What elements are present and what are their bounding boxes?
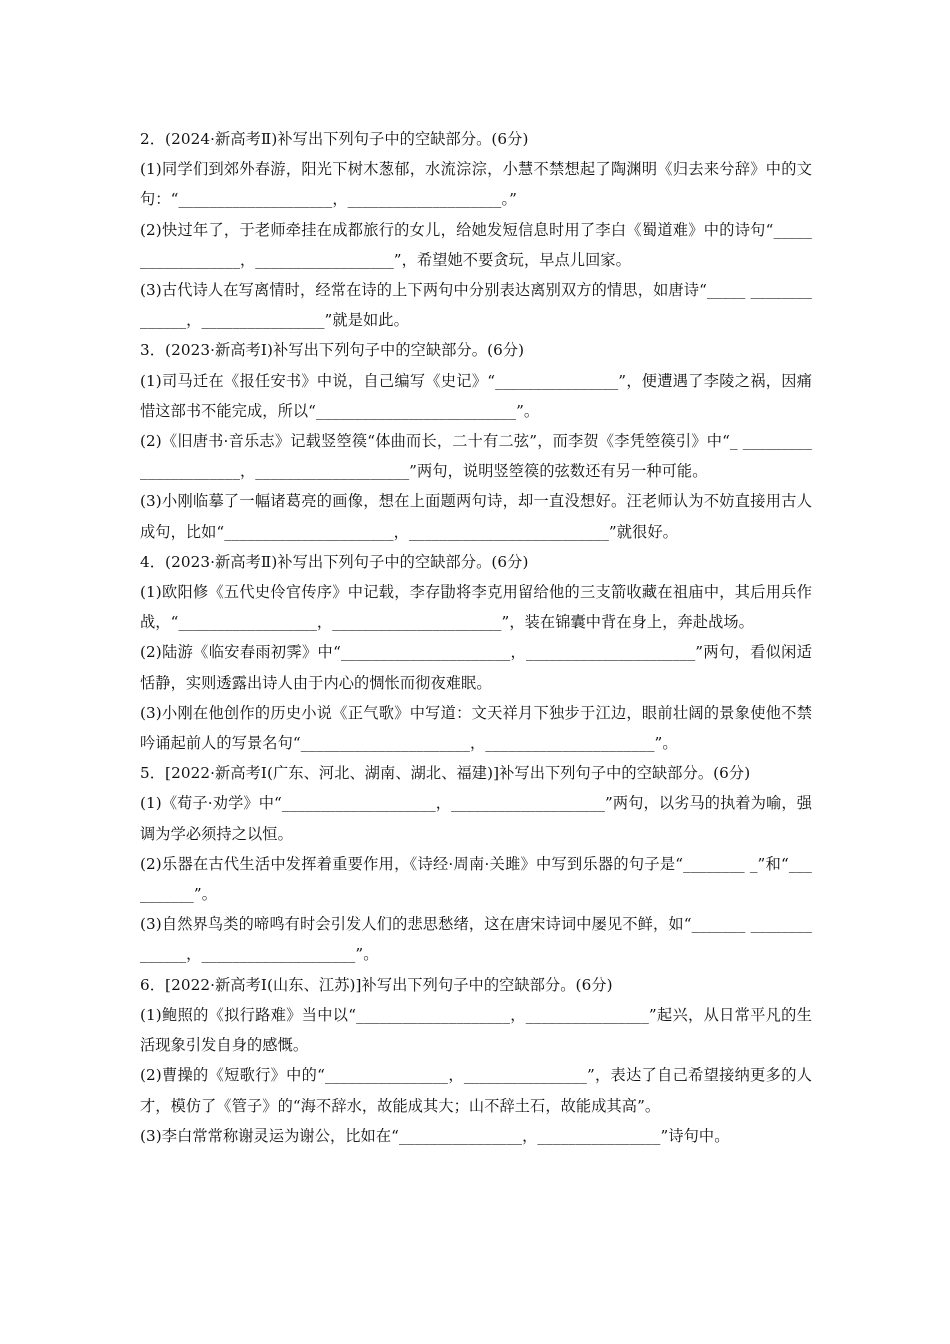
question-item: (2)《旧唐书·音乐志》记载竖箜篌“体曲而长，二十有二弦”，而李贺《李凭箜篌引》中“_ ______________________，____________________”两句，说明竖箜篌的弦数还有另一种可能。 (140, 432, 812, 481)
question-item: (3)小刚临摹了一幅诸葛亮的画像，想在上面题两句诗，却一直没想好。汪老师认为不妨直接用古人成句，比如“______________________，__________________________”就很好。 (140, 492, 812, 541)
question-item: (3)古代诗人在写离情时，经常在诗的上下两句中分别表达离别双方的情思，如唐诗“_____ ______________，________________”就是如此。 (140, 281, 812, 330)
question-item: (2)陆游《临安春雨初霁》中“______________________，______________________”两句，看似闲适恬静，实则透露出诗人由于内心的惆怅而彻夜难眠。 (140, 643, 812, 692)
question-item: (3)自然界鸟类的啼鸣有时会引发人们的悲思愁绪，这在唐宋诗词中屡见不鲜，如“_______ ______________，____________________”。 (140, 915, 812, 964)
question-header: 2．(2024·新高考Ⅱ)补写出下列句子中的空缺部分。(6分) (140, 130, 529, 148)
question-4 (140, 547, 812, 758)
question-header: 4．(2023·新高考Ⅱ)补写出下列句子中的空缺部分。(6分) (140, 552, 529, 571)
question-3 (140, 335, 812, 546)
question-item: (3)李白常常称谢灵运为谢公，比如在“________________，________________”诗句中。 (140, 1126, 730, 1145)
question-5 (140, 758, 812, 969)
question-item: (1)司马迁在《报任安书》中说，自己编写《史记》“________________”，便遭遇了李陵之祸，因痛惜这部书不能完成，所以“__________________________”。 (140, 371, 812, 420)
question-item: (2)曹操的《短歌行》中的“________________，________________”，表达了自己希望接纳更多的人才，模仿了《管子》的“海不辞水，故能成其大；山不辞土石，故能成其高”。 (140, 1066, 812, 1115)
question-item: (1)欧阳修《五代史伶官传序》中记载，李存勖将李克用留给他的三支箭收藏在祖庙中，其后用兵作战，“__________________，______________________”，装在锦囊中背在身上，奔赴战场。 (140, 583, 812, 632)
question-item: (1)鲍照的《拟行路难》当中以“____________________，________________”起兴，从日常平凡的生活现象引发自身的感慨。 (140, 1005, 812, 1055)
question-item: (1)《荀子·劝学》中“____________________，____________________”两句，以劣马的执着为喻，强调为学必须持之以恒。 (140, 794, 812, 843)
question-item: (3)小刚在他创作的历史小说《正气歌》中写道：文天祥月下独步于江边，眼前壮阔的景象使他不禁吟诵起前人的写景名句“______________________，______________________”。 (140, 703, 812, 753)
question-header: 5．[2022·新高考Ⅰ(广东、河北、湖南、湖北、福建)]补写出下列句子中的空缺部分。(6分) (140, 764, 751, 783)
question-item: (1)同学们到郊外春游，阳光下树木葱郁，水流淙淙，小慧不禁想起了陶渊明《归去来兮辞》中的文句：“____________________，____________________。” (140, 160, 812, 209)
question-header: 3．(2023·新高考Ⅰ)补写出下列句子中的空缺部分。(6分) (140, 341, 525, 360)
question-2 (140, 124, 812, 335)
exam-page (140, 124, 812, 1151)
question-header: 6．[2022·新高考Ⅰ(山东、江苏)]补写出下列句子中的空缺部分。(6分) (140, 975, 613, 994)
question-item: (2)乐器在古代生活中发挥着重要作用，《诗经·周南·关雎》中写到乐器的句子是“________ _”和“__________”。 (140, 854, 812, 904)
question-item: (2)快过年了，于老师牵挂在成都旅行的女儿，给她发短信息时用了李白《蜀道难》中的诗句“__________________，__________________”，希望她不要贪玩，早点儿回家。 (140, 220, 812, 269)
question-6 (140, 970, 812, 1151)
